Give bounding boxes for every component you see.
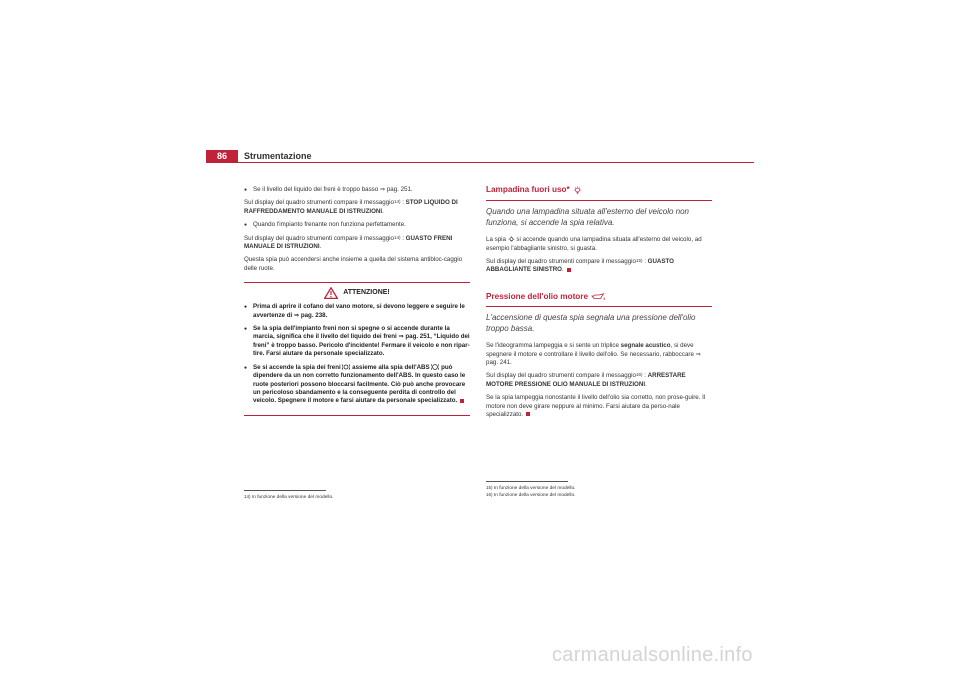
abs-icon bbox=[431, 364, 439, 370]
end-of-section-mark bbox=[526, 412, 530, 416]
section-title-lamp-failure: Lampadina fuori uso* bbox=[486, 186, 712, 201]
lamp-failure-subtitle: Quando una lampadina situata all'esterno del veicolo non funziona, si accende la spia relativa. bbox=[486, 207, 689, 227]
display-message-2: GUASTO FRENI MANUALE DI ISTRUZIONI bbox=[244, 234, 453, 251]
header-rule bbox=[206, 162, 754, 163]
display-message-1: STOP LIQUIDO DI RAFFREDDAMENTO MANUALE DI ISTRUZIONI bbox=[244, 199, 458, 215]
footnote-14: $^{14)}$ In funzione della versione del modello. bbox=[244, 494, 334, 500]
watermark: carmanualsonline.info bbox=[552, 644, 753, 666]
section-title-oil-pressure: Pressione dell'olio motore bbox=[486, 293, 712, 307]
lamp-failure-paragraph: La spia si accende quando una lampadina situata all'esterno del veicolo, ad esempio l'abbagliante sinistro, si guasta. bbox=[486, 236, 702, 252]
warning-box bbox=[244, 282, 470, 415]
oil-pressure-paragraph-3: Se la spia lampeggia nonostante il livello dell'olio sia corretto, non prose-guire. Il motore non deve girare neppure al minimo. Farsi aiutare da perso-nale specializzato. bbox=[486, 394, 706, 419]
oil-pressure-subtitle: L'accensione di questa spia segnala una pressione dell'olio troppo bassa. bbox=[486, 313, 696, 333]
left-column bbox=[244, 186, 470, 416]
oil-pressure-section bbox=[486, 293, 712, 420]
brake-warning-icon bbox=[342, 364, 350, 370]
end-of-section-mark bbox=[567, 268, 571, 272]
footnote-rule-right bbox=[486, 481, 568, 482]
warning-title: ATTENZIONE! bbox=[343, 289, 390, 297]
warning-bullet-2: ● Se la spia dell'impianto freni non si spegne o si accende durante la marcia, significa che il livello del liquido dei freni ⇒ pag. 251, “Liquido dei freni” è troppo basso. Pericolo d'incidente! Fermare il veicolo e non ripar-tire. Farsi aiutare da personale specializzato. bbox=[244, 325, 470, 359]
footnote-15: $^{15)}$ In funzione della versione del modello. bbox=[486, 485, 576, 491]
running-head: Strumentazione bbox=[244, 151, 312, 161]
warning-header bbox=[244, 287, 470, 299]
bulb-inline-icon bbox=[508, 236, 515, 243]
abs-note: Questa spia può accendersi anche insieme a quella del sistema antibloc-caggio delle ruote. bbox=[244, 256, 463, 272]
right-column bbox=[486, 186, 712, 424]
warning-triangle-icon bbox=[324, 287, 338, 299]
page-number: 86 bbox=[206, 150, 238, 163]
warning-bullet-3: ● Se si accende la spia dei freni assieme alla spia dell'ABS può dipendere da un non corretto funzionamento dell'ABS. In questo caso le ruote posteriori possono bloccarsi facilmente. Ciò può anche provocare un pericoloso sbandamento e la conseguente perdita di controllo del veicolo. Spegnere il motore e farsi aiutare da personale specializzato. bbox=[244, 364, 470, 406]
bulb-icon bbox=[573, 186, 582, 195]
footnote-16: $^{16)}$ In funzione della versione del modello. bbox=[486, 492, 576, 498]
message-paragraph-2: Sul display del quadro strumenti compare il messaggio$^{14)}$ : GUASTO FRENI MANUALE DI ISTRUZIONI. bbox=[244, 234, 453, 251]
bullet-brake-system-fault: ● Quando l'impianto frenante non funziona perfettamente. bbox=[244, 221, 470, 229]
lamp-failure-message: Sul display del quadro strumenti compare il messaggio$^{15)}$ : GUASTO ABBAGLIANTE SINISTRO. bbox=[486, 257, 674, 274]
oil-can-icon bbox=[591, 293, 605, 301]
bullet-brake-fluid-low: ● Se il livello del liquido dei freni è troppo basso ⇒ pag. 251. bbox=[244, 186, 470, 194]
warning-bullet-1: ● Prima di aprire il cofano del vano motore, si devono leggere e seguire le avvertenze di ⇒ pag. 238. bbox=[244, 303, 470, 320]
oil-pressure-message: Sul display del quadro strumenti compare il messaggio$^{16)}$ : ARRESTARE MOTORE PRESSIONE OLIO MANUALE DI ISTRUZIONI. bbox=[486, 372, 686, 388]
message-paragraph-1: Sul display del quadro strumenti compare il messaggio$^{14)}$ : STOP LIQUIDO DI RAFFREDDAMENTO MANUALE DI ISTRUZIONI. bbox=[244, 199, 458, 215]
footnote-rule-left bbox=[244, 490, 326, 491]
oil-pressure-paragraph-1: Se l'ideogramma lampeggia e si sente un triplice segnale acustico, si deve spegnere il motore e controllare il livello dell'olio. Se necessario, rabboccare ⇒ pag. 241. bbox=[486, 342, 701, 366]
end-of-section-mark bbox=[460, 399, 464, 403]
